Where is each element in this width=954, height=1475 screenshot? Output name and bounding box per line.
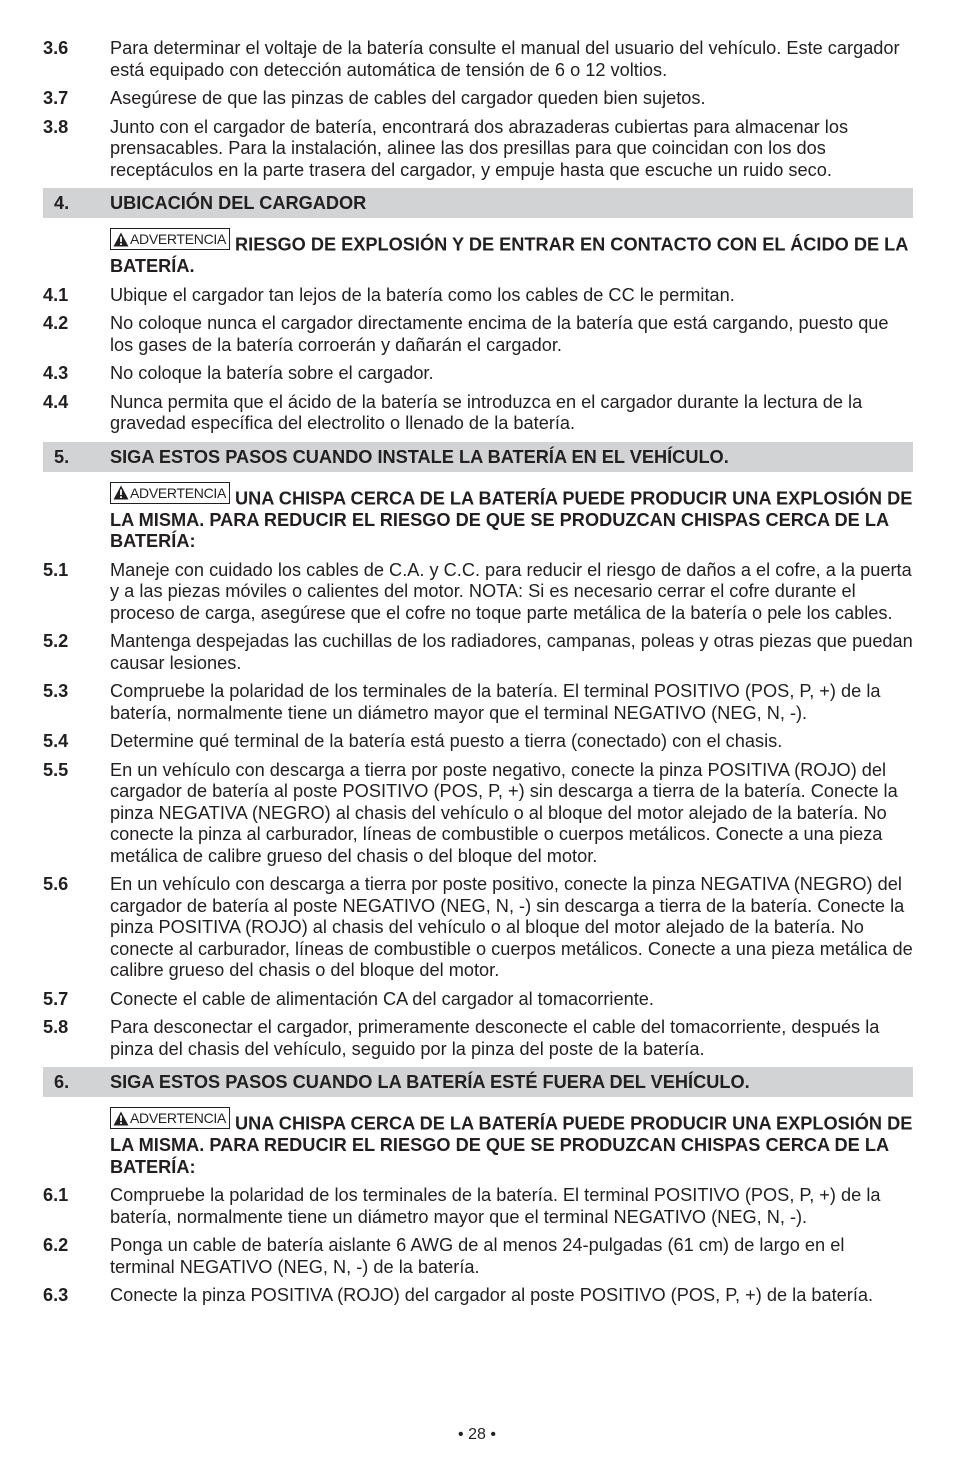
item-text: Mantenga despejadas las cuchillas de los radiadores, campanas, poleas y otras piezas que puedan causar lesiones.: [110, 631, 913, 673]
item-text: Compruebe la polaridad de los terminales de la batería. El terminal POSITIVO (POS, P, +) de la batería, normalmente tiene un diámetro mayor que el terminal NEGATIVO (NEG, N, -).: [110, 681, 881, 723]
document-page: [43, 38, 913, 1314]
item-text: Ubique el cargador tan lejos de la batería como los cables de CC le permitan.: [110, 284, 735, 305]
list-item: [43, 874, 913, 982]
list-item: [43, 313, 913, 356]
item-text: Para desconectar el cargador, primeramente desconecte el cable del tomacorriente, después la pinza del chasis del vehículo, seguido por la pinza del poste de la batería.: [110, 1017, 880, 1059]
section-heading-6: [43, 1067, 913, 1097]
warning-badge: [110, 482, 230, 504]
list-item: [43, 731, 913, 753]
page-number: • 28 •: [458, 1426, 496, 1443]
item-number: 5.1: [43, 559, 69, 580]
item-number: 5.2: [43, 631, 69, 651]
warning-text: UNA CHISPA CERCA DE LA BATERÍA PUEDE PRODUCIR UNA EXPLOSIÓN DE LA MISMA. PARA REDUCIR EL RIESGO DE QUE SE PRODUZCAN CHISPAS CERCA DE LA BATERÍA:: [110, 1113, 913, 1177]
warning-label: ADVERTENCIA: [130, 484, 227, 501]
item-number: 3.6: [43, 38, 69, 58]
list-item: [43, 560, 913, 625]
warning-block: [110, 228, 913, 278]
list-item: [43, 1185, 913, 1228]
section-title: SIGA ESTOS PASOS CUANDO LA BATERÍA ESTÉ FUERA DEL VEHÍCULO.: [110, 1072, 750, 1092]
item-text: Para determinar el voltaje de la batería consulte el manual del usuario del vehículo. Este cargador está equipado con detección automática de tensión de 6 o 12 voltios.: [110, 38, 900, 80]
item-text: Maneje con cuidado los cables de C.A. y C.C. para reducir el riesgo de daños a el cofre, a la puerta y a las piezas móviles o calientes del motor. NOTA: Si es necesario cerrar el cofre durante el proceso de carga, asegúrese que el cofre no toque parte metálica de la batería o pele los cables.: [110, 559, 912, 623]
list-item: [43, 760, 913, 868]
warning-triangle-icon: [113, 485, 129, 500]
item-number: 4.3: [43, 363, 69, 383]
item-number: 6.2: [43, 1235, 69, 1255]
warning-text: UNA CHISPA CERCA DE LA BATERÍA PUEDE PRODUCIR UNA EXPLOSIÓN DE LA MISMA. PARA REDUCIR EL RIESGO DE QUE SE PRODUZCAN CHISPAS CERCA DE LA BATERÍA:: [110, 488, 913, 551]
list-item: [43, 38, 913, 81]
warning-badge: [110, 1107, 230, 1129]
item-number: 5.3: [43, 681, 69, 701]
item-text: En un vehículo con descarga a tierra por poste positivo, conecte la pinza NEGATIVA (NEGRO) del cargador de batería al poste NEGATIVO (NEG, N, -) sin descarga a tierra de la batería. Conecte la pinza POSITIVA (ROJO) al chasis del vehículo o al bloque del motor alejado de la batería. No conecte al carburador, líneas de combustible o cuerpos metálicos. Conecte a una pieza metálica de calibre grueso del chasis o del bloque del motor.: [110, 874, 913, 980]
item-number: 3.8: [43, 116, 69, 137]
list-item: [43, 117, 913, 182]
item-number: 4.2: [43, 313, 69, 333]
item-text: En un vehículo con descarga a tierra por poste negativo, conecte la pinza POSITIVA (ROJO) del cargador de batería al poste POSITIVO (POS, P, +) sin descarga a tierra de la batería. Conecte la pinza NEGATIVA (NEGRO) al chasis del vehículo o al bloque del motor alejado de la batería. No conecte la pinza al carburador, líneas de combustible o cuerpos metálicos. Conecte a una pieza metálica de calibre grueso del chasis o del bloque del motor.: [110, 759, 898, 866]
item-text: Conecte la pinza POSITIVA (ROJO) del cargador al poste POSITIVO (POS, P, +) de la batería.: [110, 1285, 874, 1305]
list-item: [43, 681, 913, 724]
item-number: 3.7: [43, 88, 69, 108]
section-title: SIGA ESTOS PASOS CUANDO INSTALE LA BATERÍA EN EL VEHÍCULO.: [110, 446, 729, 467]
list-item: [43, 1235, 913, 1278]
section-number: 5.: [54, 446, 70, 467]
item-number: 6.1: [43, 1185, 69, 1205]
section-title: UBICACIÓN DEL CARGADOR: [110, 193, 367, 213]
item-number: 4.1: [43, 284, 69, 305]
item-text: Ponga un cable de batería aislante 6 AWG de al menos 24-pulgadas (61 cm) de largo en el terminal NEGATIVO (NEG, N, -) de la batería.: [110, 1235, 845, 1277]
section-heading-5: [43, 442, 913, 472]
list-item: [43, 392, 913, 435]
list-item: [43, 1017, 913, 1060]
item-text: Conecte el cable de alimentación CA del cargador al tomacorriente.: [110, 988, 654, 1009]
warning-triangle-icon: [113, 1111, 129, 1126]
section-number: 4.: [54, 193, 70, 213]
warning-text: RIESGO DE EXPLOSIÓN Y DE ENTRAR EN CONTACTO CON EL ÁCIDO DE LA BATERÍA.: [110, 234, 908, 276]
item-text: Compruebe la polaridad de los terminales de la batería. El terminal POSITIVO (POS, P, +) de la batería, normalmente tiene un diámetro mayor que el terminal NEGATIVO (NEG, N, -).: [110, 1185, 881, 1227]
warning-label: ADVERTENCIA: [130, 231, 227, 247]
section-number: 6.: [54, 1072, 70, 1092]
item-text: Asegúrese de que las pinzas de cables del cargador queden bien sujetos.: [110, 88, 706, 108]
item-text: No coloque la batería sobre el cargador.: [110, 363, 434, 383]
warning-badge: [110, 228, 230, 250]
warning-label: ADVERTENCIA: [130, 1110, 227, 1126]
list-item: [43, 363, 913, 385]
item-text: Junto con el cargador de batería, encontrará dos abrazaderas cubiertas para almacenar los prensacables. Para la instalación, alinee las dos presillas para que coincidan con los dos receptáculos en la parte trasera del cargador, y empuje hasta que escuche un ruido seco.: [110, 116, 849, 180]
item-number: 5.8: [43, 1017, 69, 1037]
list-item: [43, 989, 913, 1011]
warning-block: [110, 1107, 913, 1178]
warning-block: [110, 482, 913, 553]
item-number: 5.4: [43, 731, 69, 751]
list-item: [43, 285, 913, 307]
item-text: No coloque nunca el cargador directamente encima de la batería que está cargando, puesto que los gases de la batería corroerán y dañarán el cargador.: [110, 313, 889, 355]
item-number: 5.5: [43, 759, 69, 780]
item-number: 5.7: [43, 988, 69, 1009]
list-item: [43, 631, 913, 674]
warning-triangle-icon: [113, 232, 129, 247]
item-number: 4.4: [43, 391, 69, 412]
item-number: 5.6: [43, 874, 69, 894]
item-text: Nunca permita que el ácido de la batería se introduzca en el cargador durante la lectura de la gravedad específica del electrolito o llenado de la batería.: [110, 391, 863, 433]
section-heading-4: [43, 188, 913, 218]
item-text: Determine qué terminal de la batería está puesto a tierra (conectado) con el chasis.: [110, 731, 783, 751]
item-number: 6.3: [43, 1285, 69, 1305]
list-item: [43, 1285, 913, 1307]
list-item: [43, 88, 913, 110]
